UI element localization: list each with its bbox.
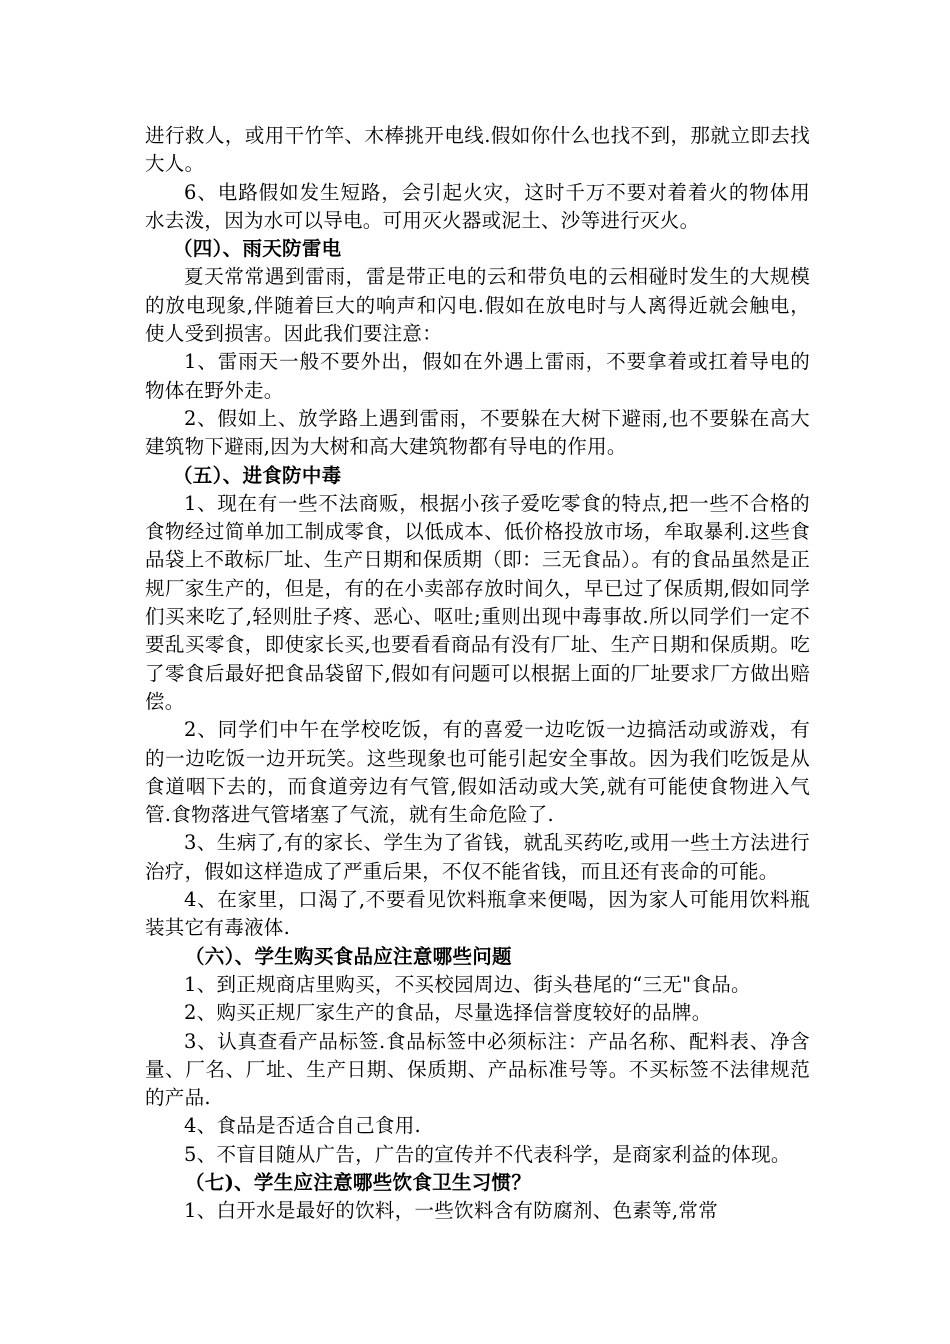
paragraph: 1、雷雨天一般不要外出，假如在外遇上雷雨，不要拿着或扛着导电的物体在野外走。 [145,350,810,402]
paragraph: 1、到正规商店里购买，不买校园周边、街头巷尾的“三无"食品。 [184,972,751,996]
section-heading: （五）、进食防中毒 [173,463,342,487]
paragraph: 1、现在有一些不法商贩，根据小孩子爱吃零食的特点,把一些不合格的食物经过简单加工制成零食，以低成本、低价格投放市场，牟取暴利.这些食品袋上不敢标厂址、生产日期和保质期（即：三无食品）。有的食品虽然是正规厂家生产的，但是，有的在小卖部存放时间久，早已过了保质期,假如同学们买来吃了,轻则肚子疼、恶心、呕吐;重则出现中毒事故.所以同学们一定不要乱买零食，即使家长买,也要看看商品有没有厂址、生产日期和保质期。吃了零食后最好把食品袋留下,假如有问题可以根据上面的厂址要求厂方做出赔偿。 [145,491,810,713]
section-heading: （七)、学生应注意哪些饮食卫生习惯？ [185,1170,532,1194]
paragraph: 4、在家里，口渴了,不要看见饮料瓶拿来便喝，因为家人可能用饮料瓶装其它有毒液体. [145,888,810,940]
paragraph: 进行救人，或用干竹竿、木棒挑开电线.假如你什么也找不到，那就立即去找大人。 [145,124,810,176]
paragraph: 5、不盲目随从广告，广告的宣传并不代表科学，是商家利益的体现。 [184,1142,791,1166]
paragraph: 3、生病了,有的家长、学生为了省钱，就乱买药吃,或用一些土方法进行治疗，假如这样造成了严重后果，不仅不能省钱，而且还有丧命的可能。 [145,831,810,883]
document-page [145,122,810,1226]
paragraph: 2、购买正规厂家生产的食品，尽量选择信誉度较好的品牌。 [184,1001,712,1025]
paragraph: 1、白开水是最好的饮料，一些饮料含有防腐剂、色素等,常常 [184,1199,719,1223]
section-heading: （六）、学生购买食品应注意哪些问题 [185,944,512,968]
section-heading: （四）、雨天防雷电 [173,237,342,261]
paragraph: 2、同学们中午在学校吃饭，有的喜爱一边吃饭一边搞活动或游戏，有的一边吃饭一边开玩笑。这些现象也可能引起安全事故。因为我们吃饭是从食道咽下去的，而食道旁边有气管,假如活动或大笑,就有可能使食物进入气管.食物落进气管堵塞了气流，就有生命危险了. [145,718,810,827]
paragraph: 2、假如上、放学路上遇到雷雨，不要躲在大树下避雨,也不要躲在高大建筑物下避雨,因为大树和高大建筑物都有导电的作用。 [145,406,810,459]
paragraph: 6、电路假如发生短路，会引起火灾，这时千万不要对着着火的物体用水去泼，因为水可以导电。可用灭火器或泥土、沙等进行灭火。 [145,180,810,232]
paragraph: 4、食品是否适合自己食用. [184,1114,422,1138]
paragraph: 3、认真查看产品标签.食品标签中必须标注：产品名称、配料表、净含量、厂名、厂址、生产日期、保质期、产品标准号等。不买标签不法律规范的产品. [145,1029,810,1110]
paragraph: 夏天常常遇到雷雨，雷是带正电的云和带负电的云相碰时发生的大规模的放电现象,伴随着巨大的响声和闪电.假如在放电时与人离得近就会触电，使人受到损害。因此我们要注意： [145,265,810,346]
